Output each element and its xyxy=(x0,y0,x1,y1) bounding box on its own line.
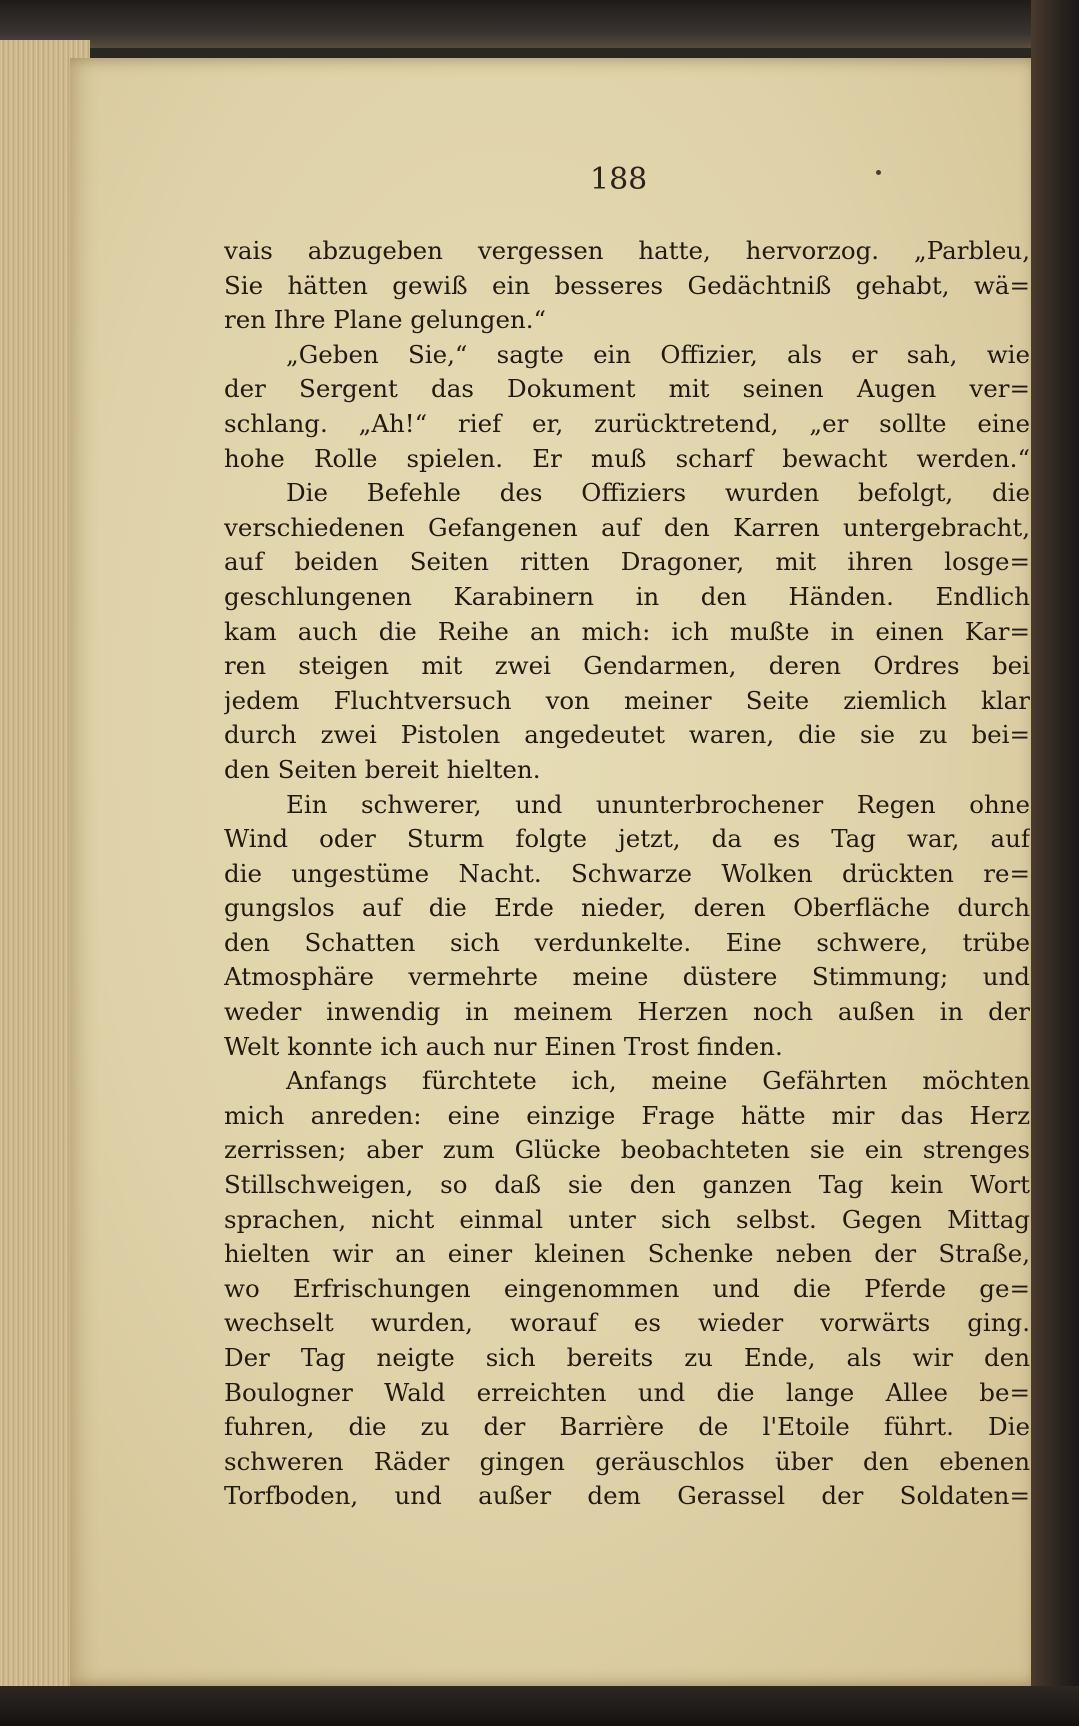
text-line: Atmosphäre vermehrte meine düstere Stimmung; und xyxy=(224,962,1030,992)
text-line: mich anreden: eine einzige Frage hätte mir das Herz xyxy=(224,1100,1030,1130)
text-line: kam auch die Reihe an mich: ich mußte in einen Kar= xyxy=(224,616,1030,646)
text-line: hielten wir an einer kleinen Schenke neben der Straße, xyxy=(224,1239,1030,1269)
body-text xyxy=(224,234,1030,1514)
text-line: jedem Fluchtversuch von meiner Seite ziemlich klar xyxy=(224,685,1030,715)
text-line: den Seiten bereit hielten. xyxy=(224,754,541,784)
binding-shadow-right xyxy=(1031,0,1079,1726)
text-line: auf beiden Seiten ritten Dragoner, mit ihren losge= xyxy=(224,547,1030,577)
ink-speck xyxy=(876,170,881,175)
text-line: Torfboden, und außer dem Gerassel der Soldaten= xyxy=(224,1481,1030,1511)
text-line: sprachen, nicht einmal unter sich selbst. Gegen Mittag xyxy=(224,1204,1030,1234)
text-line: schweren Räder gingen geräuschlos über den ebenen xyxy=(224,1446,1030,1476)
text-line: vais abzugeben vergessen hatte, hervorzog. „Parbleu, xyxy=(224,236,1030,265)
text-line: durch zwei Pistolen angedeutet waren, die sie zu bei= xyxy=(224,720,1030,750)
text-line: Anfangs fürchtete ich, meine Gefährten möchten xyxy=(286,1066,1030,1096)
text-line: den Schatten sich verdunkelte. Eine schwere, trübe xyxy=(224,927,1030,957)
text-line: Ein schwerer, und ununterbrochener Regen ohne xyxy=(286,789,1030,819)
binding-shadow-bottom xyxy=(0,1686,1079,1726)
text-line: Boulogner Wald erreichten und die lange Allee be= xyxy=(224,1377,1030,1407)
text-line: Die Befehle des Offiziers wurden befolgt, die xyxy=(286,478,1030,508)
text-line: wo Erfrischungen eingenommen und die Pferde ge= xyxy=(224,1273,1030,1303)
text-line: Wind oder Sturm folgte jetzt, da es Tag war, auf xyxy=(224,824,1030,854)
text-line: ren Ihre Plane gelungen.“ xyxy=(224,305,547,335)
text-line: ren steigen mit zwei Gendarmen, deren Ordres bei xyxy=(224,651,1030,681)
text-line: wechselt wurden, worauf es wieder vorwärts ging. xyxy=(224,1308,1030,1338)
text-line: „Geben Sie,“ sagte ein Offizier, als er sah, wie xyxy=(286,339,1030,369)
text-line: Stillschweigen, so daß sie den ganzen Tag kein Wort xyxy=(224,1170,1030,1200)
text-line: die ungestüme Nacht. Schwarze Wolken drückten re= xyxy=(224,858,1030,888)
page-number: 188 xyxy=(590,162,648,197)
text-line: weder inwendig in meinem Herzen noch außen in der xyxy=(224,997,1030,1027)
text-line: verschiedenen Gefangenen auf den Karren untergebracht, xyxy=(224,512,1030,542)
text-line: Der Tag neigte sich bereits zu Ende, als wir den xyxy=(224,1343,1030,1372)
text-line: fuhren, die zu der Barrière de l'Etoile führt. Die xyxy=(224,1412,1030,1442)
text-line: Welt konnte ich auch nur Einen Trost finden. xyxy=(224,1031,783,1061)
binding-shadow-top xyxy=(0,0,1079,48)
text-line: der Sergent das Dokument mit seinen Augen ver= xyxy=(224,374,1030,404)
text-line: geschlungenen Karabinern in den Händen. Endlich xyxy=(224,581,1030,611)
text-line: hohe Rolle spielen. Er muß scharf bewacht werden.“ xyxy=(224,443,1030,473)
text-line: zerrissen; aber zum Glücke beobachteten sie ein strenges xyxy=(224,1135,1030,1165)
text-line: gungslos auf die Erde nieder, deren Oberfläche durch xyxy=(224,893,1030,923)
text-line: schlang. „Ah!“ rief er, zurücktretend, „er sollte eine xyxy=(224,408,1030,438)
text-line: Sie hätten gewiß ein besseres Gedächtniß gehabt, wä= xyxy=(224,270,1030,300)
